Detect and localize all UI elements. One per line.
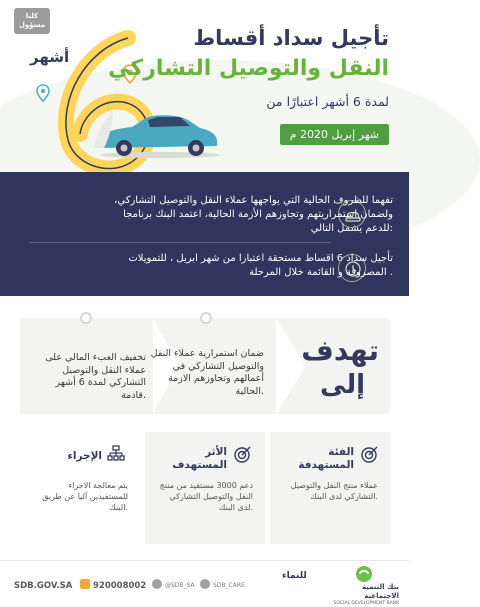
target-icon [233, 444, 253, 464]
card-title-line1: الإجراء [67, 450, 102, 462]
card-title [68, 450, 102, 463]
card-title-line2: المستهدف [172, 459, 227, 471]
hero-section [0, 0, 409, 172]
hero-title-line1: تأجيل سداد أقساط [193, 26, 389, 50]
hero-title-line2: النقل والتوصيل التشاركي [108, 56, 389, 81]
bank-logo [325, 567, 399, 606]
bank-logo-icon [355, 565, 373, 583]
card-body: يتم معالجة الاجراء للمستفيدين آليا عن طريق البنك. [42, 481, 128, 512]
date-badge: شهر إبريل 2020 م [280, 124, 389, 145]
car-illustration [92, 108, 222, 160]
card-title-line1: الفئة [328, 446, 354, 458]
location-pin-icon [36, 84, 50, 102]
card-target-impact [145, 432, 265, 544]
phone-icon [80, 579, 90, 589]
aims-heading-line2: إلى [320, 370, 365, 400]
card-body: عملاء منتج النقل والتوصيل التشاركي لدى البنك. [290, 481, 378, 501]
support-intro-text: تفهما للظروف الحالية التي يواجهها عملاء النقل والتوصيل التشاركي، ولضمان استمراريتهم وتجاوزهم الأزمة الحالية، اعتمد البنك برنامجا للدعم يشمل التالي: [114, 195, 393, 234]
aim-item-relief: تخفيف العبء المالي على عملاء النقل والتوصيل التشاركي لمدة 6 أشهر قادمة. [45, 352, 146, 401]
support-program-band [0, 172, 409, 296]
aims-heading [301, 334, 379, 402]
phone-number[interactable]: 920008002 [93, 581, 147, 591]
bank-name-arabic: بنك التنمية الاجتماعية [362, 583, 399, 600]
support-handle[interactable]: SDB_CARE [213, 582, 245, 589]
support-icon [200, 579, 210, 589]
card-title [298, 446, 354, 472]
hero-subtitle: لمدة 6 أشهر اعتبارًا من [266, 94, 389, 109]
band-divider [30, 242, 330, 243]
card-title [172, 446, 227, 472]
card-target-group [270, 432, 390, 544]
aims-heading-line1: تهدف [301, 334, 379, 367]
development-logo-text: للنماء [282, 571, 307, 581]
aim-marker [200, 312, 212, 324]
aim-item-continuity: ضمان استمرارية عملاء النقل والتوصيل التشاركي في أعمالهم وتجاوزهم الازمة الحالية. [150, 348, 264, 397]
development-logo [282, 571, 307, 581]
months-label: أشهر [30, 48, 70, 66]
footer [0, 560, 409, 606]
card-body: دعم 3000 مستفيد من منتج النقل والتوصيل التشاركي لدى البنك. [159, 481, 253, 512]
campaign-badge-text: كلنا مسؤول [18, 12, 46, 29]
card-title-line2: المستهدفة [298, 459, 354, 471]
campaign-badge [14, 8, 50, 34]
deferral-text: تأجيل سداد 6 اقساط مستحقة اعتبارا من شهر ابريل ، للتمويلات المصروفة و القائمة خلال المرحلة . [128, 253, 393, 278]
card-procedure [20, 432, 140, 544]
website-link[interactable]: SDB.GOV.SA [14, 581, 73, 591]
bank-name-english: SOCIAL DEVELOPMENT BANK [333, 601, 399, 606]
twitter-icon [152, 579, 162, 589]
target-icon [360, 444, 380, 464]
hierarchy-icon [106, 444, 126, 464]
aim-marker [80, 312, 92, 324]
twitter-handle[interactable]: @SDB_SA [165, 582, 195, 589]
card-title-line1: الأثر [205, 446, 227, 458]
aims-section [0, 296, 409, 426]
info-cards [0, 432, 409, 558]
